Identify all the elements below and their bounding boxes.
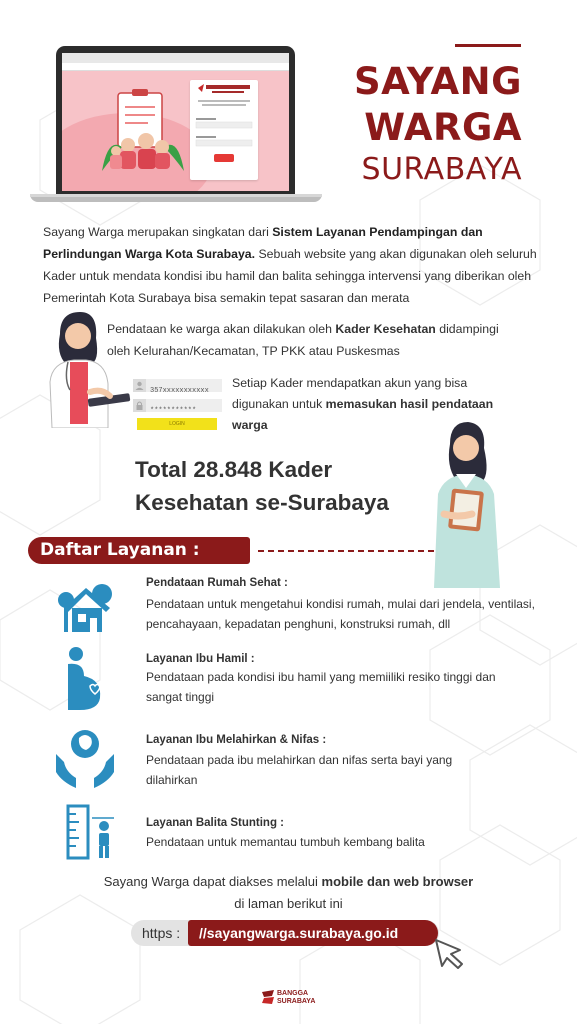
footer-logo-line-1: BANGGA: [277, 990, 309, 997]
service-title-balita-stunting: Layanan Balita Stunting :: [146, 817, 285, 829]
service-title-rumah-sehat: Pendataan Rumah Sehat :: [146, 577, 288, 589]
login-button[interactable]: LOGIN: [137, 418, 217, 430]
intro-text-2: Sebuah website yang akan digunakan oleh seluruh Kader untuk mendata kondisi ibu hamil dan balita sehingga intervensi yang diberikan oleh Pemerintah Kota Surabaya bisa semakin tepat sasaran dan merata: [43, 247, 537, 305]
pendataan-paragraph: [107, 318, 507, 362]
username-value: 357xxxxxxxxxxx: [150, 387, 209, 395]
height-measure-icon: [66, 804, 116, 860]
pendataan-text-2: didampingi oleh Kelurahan/Kecamatan, TP PKK atau Puskesmas: [107, 322, 499, 358]
password-field[interactable]: [146, 399, 222, 415]
url-link[interactable]: //sayangwarga.surabaya.go.id: [199, 925, 399, 941]
password-value: ***********: [150, 407, 197, 415]
cursor-arrow-icon: [432, 936, 470, 972]
login-card-preview: [190, 80, 258, 180]
bangga-surabaya-logo-icon: [261, 989, 275, 1005]
title-rule: [455, 44, 521, 47]
total-kader: [135, 453, 435, 519]
service-desc-ibu-melahirkan: Pendataan pada ibu melahirkan dan nifas serta bayi yang dilahirkan: [146, 753, 453, 787]
title-warga: WARGA: [364, 106, 522, 149]
dashed-divider: [258, 550, 434, 552]
user-icon: [133, 379, 146, 392]
access-bold: mobile dan web browser: [321, 874, 474, 889]
house-icon: [56, 574, 114, 634]
intro-text-1: Sayang Warga merupakan singkatan dari: [43, 225, 273, 239]
browser-address-bar: [62, 63, 289, 71]
username-field[interactable]: [146, 379, 222, 395]
service-title-ibu-melahirkan: Layanan Ibu Melahirkan & Nifas :: [146, 734, 327, 746]
pendataan-bold: Kader Kesehatan: [335, 322, 436, 336]
footer-logo-line-2: SURABAYA: [277, 998, 316, 1005]
service-title-ibu-hamil: Layanan Ibu Hamil :: [146, 653, 255, 665]
akun-bold: memasukan hasil pendataan warga: [232, 397, 494, 432]
services-heading: Daftar Layanan :: [40, 540, 200, 560]
total-line-2: Kesehatan se-Surabaya: [135, 490, 389, 515]
laptop-base-highlight: [30, 194, 322, 197]
title-surabaya: SURABAYA: [361, 152, 522, 187]
url-prefix: https :: [142, 925, 181, 941]
service-desc-ibu-hamil: Pendataan pada kondisi ibu hamil yang memiiliki resiko tinggi dan sangat tinggi: [146, 670, 496, 704]
footer-logo-text: [277, 990, 315, 1006]
intro-paragraph: [43, 221, 543, 309]
access-text: Sayang Warga dapat diakses melalui: [103, 874, 322, 889]
pregnant-icon: [62, 646, 108, 712]
title-sayang: SAYANG: [354, 60, 522, 103]
baby-hands-icon: [52, 724, 118, 790]
access-info: [30, 871, 547, 915]
nurse-illustration-icon: [428, 418, 504, 588]
lock-icon: [133, 399, 146, 412]
family-illustration-icon: [98, 87, 188, 175]
total-line-1: Total 28.848 Kader: [135, 457, 333, 482]
akun-text: Setiap Kader mendapatkan akun yang bisa digunakan untuk: [232, 376, 468, 411]
intro-bold: Sistem Layanan Pendampingan dan Perlindungan Warga Kota Surabaya.: [43, 225, 483, 261]
browser-tab-bar: [62, 53, 289, 63]
service-desc-balita-stunting: Pendataan untuk memantau tumbuh kembang balita: [146, 835, 425, 849]
service-desc-rumah-sehat: Pendataan untuk mengetahui kondisi rumah, mulai dari jendela, ventilasi, pencahayaan, kepadatan penghuni, konstruksi rumah, dll: [146, 597, 535, 631]
pendataan-text-1: Pendataan ke warga akan dilakukan oleh: [107, 322, 336, 336]
laptop-display: [62, 53, 289, 191]
access-line-1: [30, 871, 547, 893]
access-line-2: di laman berikut ini: [234, 896, 343, 911]
